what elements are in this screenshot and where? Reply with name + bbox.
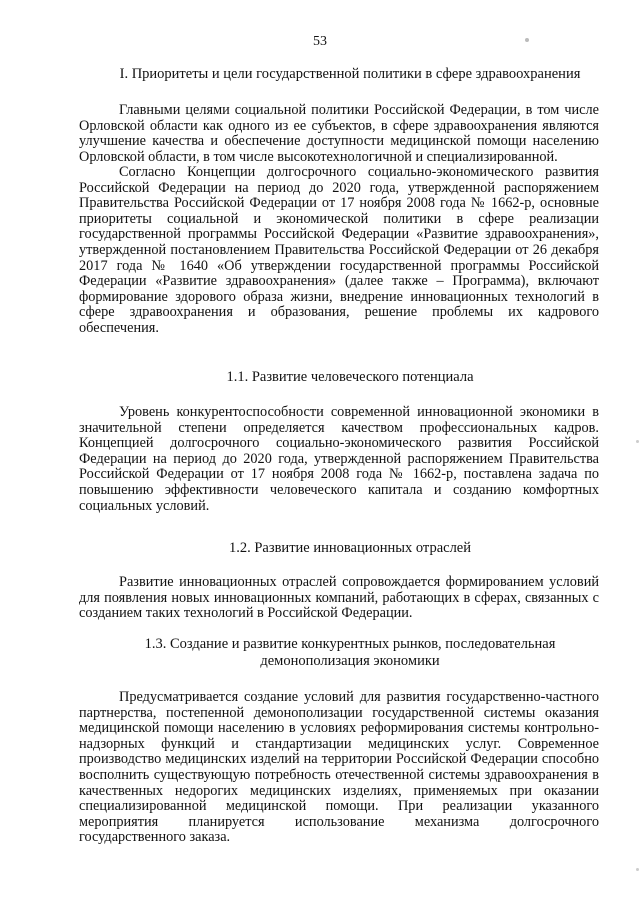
subsection-title-1-3-line-2: демонополизация экономики	[260, 653, 440, 669]
scan-speck	[525, 38, 529, 42]
subsection-text-1-2: Развитие инновационных отраслей сопровождается формированием условий для появления новых инновационных компаний, работающих в сферах, связанных с созданием таких технологий в Российской Федерации.	[79, 574, 599, 622]
scan-edge-mark	[636, 440, 639, 443]
intro-paragraph-2: Согласно Концепции долгосрочного социально-экономического развития Российской Федерации на период до 2020 года, утвержденной распоряжением Правительства Российской Федерации от 17 ноября 2008 года № 1662-р, основные приоритеты социальной и экономической политики в сфере реализации государственной программы Российской Федерации «Развитие здравоохранения», утвержденной постановлением Правительства Российской Федерации от 26 декабря 2017 года № 1640 «Об утверждении государственной программы Российской Федерации «Развитие здравоохранения» (далее также – Программа), включают формирование здорового образа жизни, внедрение инновационных технологий в сфере здравоохранения и образования, решение проблемы их кадрового обеспечения.	[79, 164, 599, 336]
subsection-title-1-3-line-1: 1.3. Создание и развитие конкурентных рынков, последовательная	[144, 636, 556, 652]
subsection-text-1-3: Предусматривается создание условий для развития государственно-частного партнерства, постепенной демонополизации государственной системы оказания медицинской помощи населению в условиях реформирования системы контрольно-надзорных функций и стандартизации медицинских услуг. Современное производство медицинских изделий на территории Российской Федерации способно восполнить существующую потребность отечественной системы здравоохранения в качественных недорогих медицинских изделиях, применяемых при оказании специализированной медицинской помощи. При реализации указанного мероприятия планируется использование механизма долгосрочного государственного заказа.	[79, 689, 599, 846]
section-title: I. Приоритеты и цели государственной политики в сфере здравоохранения	[119, 66, 581, 82]
subsection-title-1-2: 1.2. Развитие инновационных отраслей	[228, 540, 472, 556]
subsection-text-1-1: Уровень конкурентоспособности современной инновационной экономики в значительной степени определяется качеством профессиональных кадров. Концепцией долгосрочного социально-экономического развития Российской Федерации на период до 2020 года, утвержденной распоряжением Правительства Российской Федерации от 17 ноября 2008 года № 1662-р, поставлена задача по повышению эффективности человеческого капитала и созданию комфортных социальных условий.	[79, 404, 599, 514]
intro-paragraph-1: Главными целями социальной политики Российской Федерации, в том числе Орловской области как одного из ее субъектов, в сфере здравоохранения являются улучшение качества и обеспечение доступности медицинской помощи населению Орловской области, в том числе высокотехнологичной и специализированной.	[79, 102, 599, 165]
page-number: 53	[313, 34, 327, 49]
subsection-title-1-1: 1.1. Развитие человеческого потенциала	[226, 369, 474, 385]
scan-edge-mark	[636, 868, 639, 871]
